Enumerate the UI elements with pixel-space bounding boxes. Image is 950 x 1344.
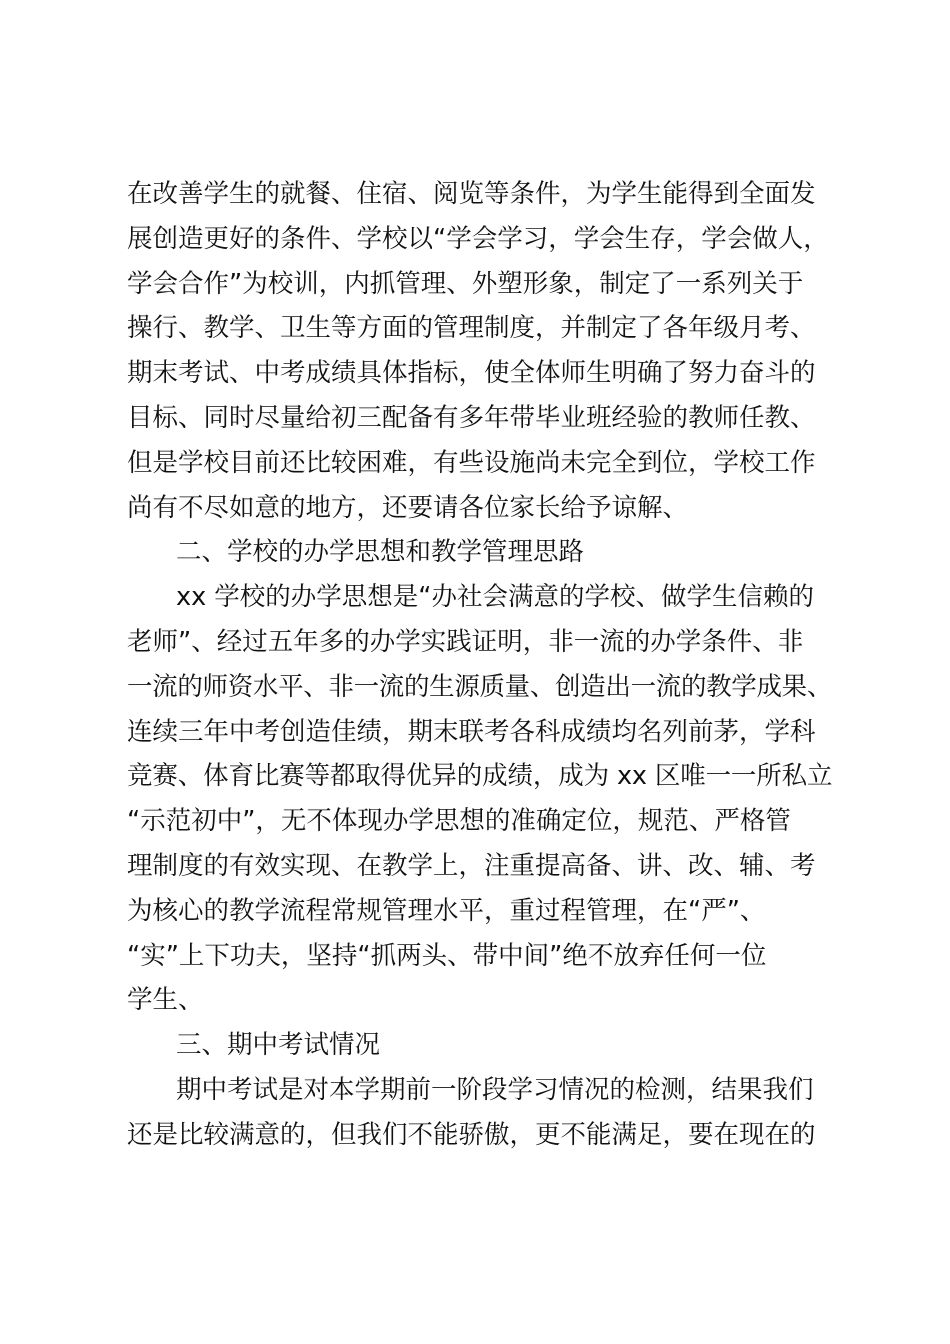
text-line: 但是学校目前还比较困难，有些设施尚未完全到位，学校工作 [127, 447, 816, 478]
text-line: 为核心的教学流程常规管理水平，重过程管理，在“严”、 [127, 895, 766, 926]
text-line: 目标、同时尽量给初三配备有多年带毕业班经验的教师任教、 [127, 402, 816, 433]
section-heading: 三、期中考试情况 [176, 1030, 381, 1061]
text-line: 老师”、经过五年多的办学实践证明，非一流的办学条件、非 [127, 626, 804, 657]
text-line: “示范初中”，无不体现办学思想的准确定位，规范、严格管 [127, 806, 791, 837]
text-line: 在改善学生的就餐、住宿、阅览等条件，为学生能得到全面发 [127, 179, 816, 209]
text-line: 学会合作”为校训，内抓管理、外塑形象，制定了一系列关于 [127, 268, 804, 299]
text-line: 竞赛、体育比赛等都取得优异的成绩，成为 xx 区唯一一所私立 [127, 761, 833, 792]
section-heading: 二、学校的办学思想和教学管理思路 [176, 537, 585, 568]
text-line: 期中考试是对本学期前一阶段学习情况的检测，结果我们 [176, 1074, 814, 1105]
text-line: 展创造更好的条件、学校以“学会学习，学会生存，学会做人， [127, 223, 829, 254]
text-line: “实”上下功夫，坚持“抓两头、带中间”绝不放弃任何一位 [127, 940, 767, 971]
text-line: 还是比较满意的，但我们不能骄傲，更不能满足，要在现在的 [127, 1119, 816, 1150]
text-line: 尚有不尽如意的地方，还要请各位家长给予谅解、 [127, 492, 689, 523]
text-line: 理制度的有效实现、在教学上，注重提高备、讲、改、辅、考 [127, 850, 816, 881]
text-line: 学生、 [127, 985, 204, 1016]
text-line: 期末考试、中考成绩具体指标，使全体师生明确了努力奋斗的 [127, 358, 816, 389]
text-line: 操行、教学、卫生等方面的管理制度，并制定了各年级月考、 [127, 313, 816, 344]
body-text [127, 172, 832, 1158]
text-line: 一流的师资水平、非一流的生源质量、创造出一流的教学成果、 [127, 671, 833, 702]
text-line: xx 学校的办学思想是“办社会满意的学校、做学生信赖的 [176, 582, 814, 613]
text-line: 连续三年中考创造佳绩，期末联考各科成绩均名列前茅，学科 [127, 716, 816, 747]
